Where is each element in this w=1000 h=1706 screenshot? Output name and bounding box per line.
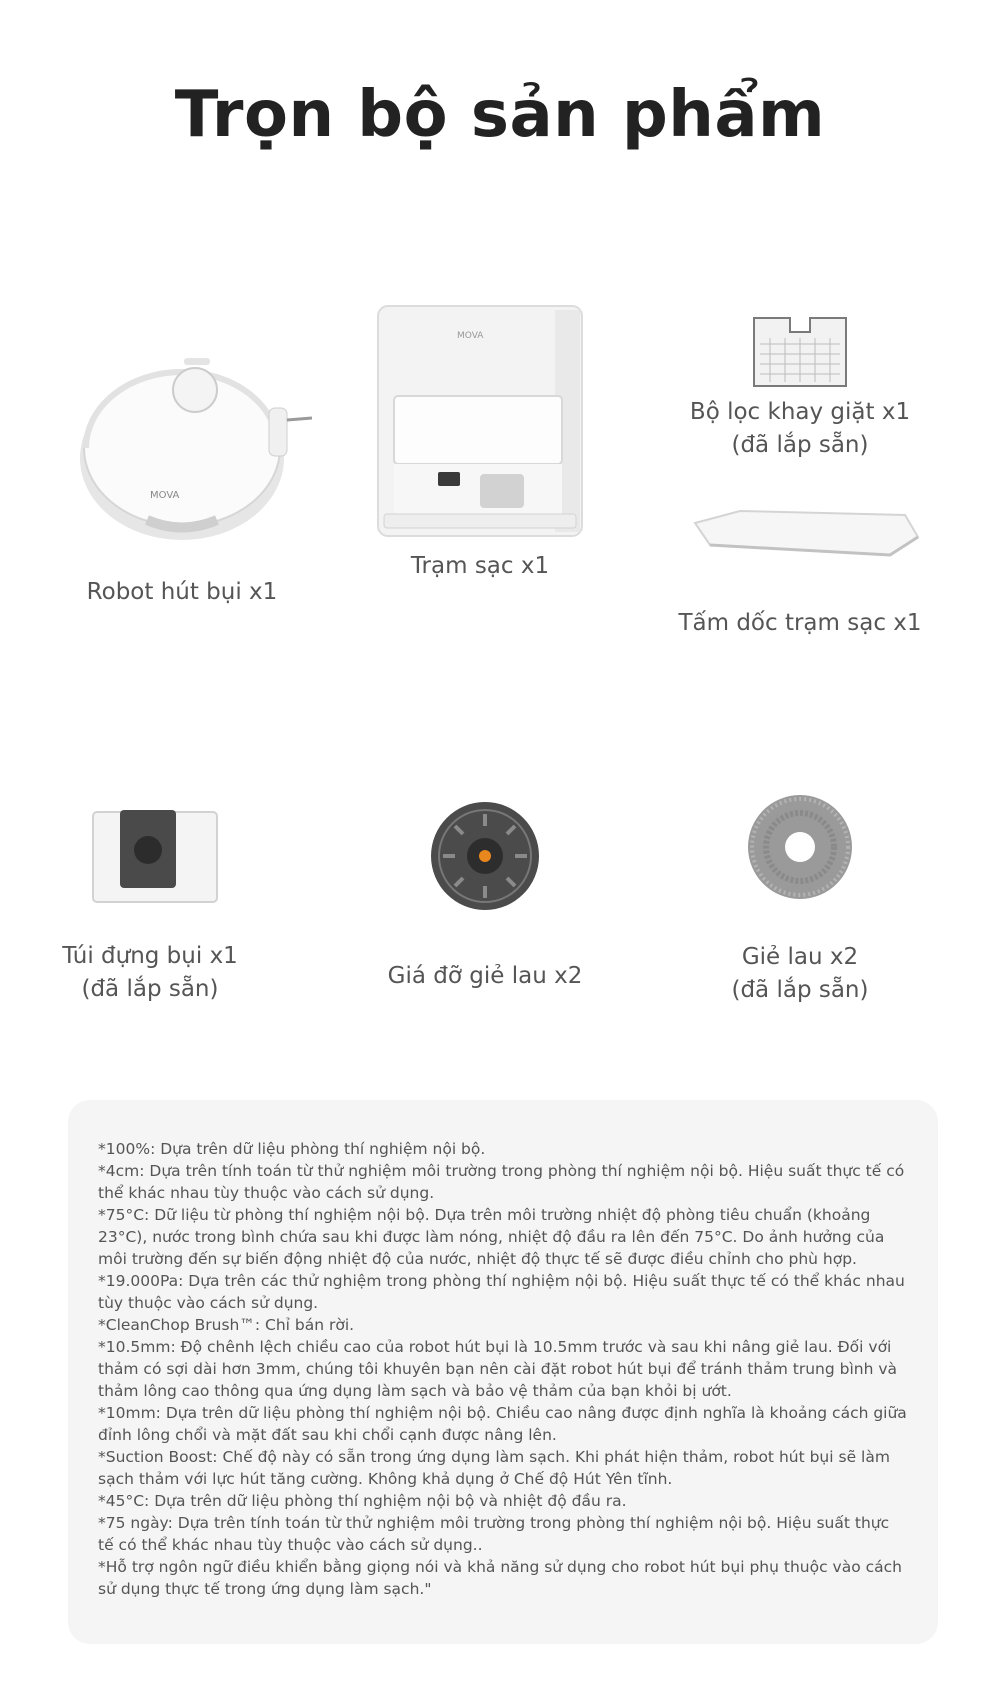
charging-station-icon [330,300,630,540]
footnote: *Hỗ trợ ngôn ngữ điều khiển bằng giọng nói và khả năng sử dụng cho robot hút bụi phụ thuộc vào cách sử dụng thực tế trong ứng dụng làm sạch." [98,1558,902,1598]
product-label: Trạm sạc x1 [410,553,550,579]
footnote: *Suction Boost: Chế độ này có sẵn trong ứng dụng làm sạch. Khi phát hiện thảm, robot hút bụi sẽ làm sạch thảm với lực hút tăng cường. Không khả dụng ở Chế độ Hút Yên tĩnh. [98,1448,890,1488]
wash-tray-filter-icon [650,310,950,390]
product-robot-vacuum [32,330,332,609]
product-station-ramp [650,505,950,640]
footnote: *4cm: Dựa trên tính toán từ thử nghiệm môi trường trong phòng thí nghiệm nội bộ. Hiệu suất thực tế có thể khác nhau tùy thuộc vào cách sử dụng. [98,1162,905,1202]
footnotes-panel [68,1100,938,1644]
robot-vacuum-icon [32,330,332,570]
product-label-sub: (đã lắp sẵn) [81,976,219,1002]
page-title: Trọn bộ sản phẩm [174,78,826,152]
product-label: Tấm dốc trạm sạc x1 [678,610,922,636]
brand-logo: MOVA [150,490,180,501]
footnote: *45°C: Dựa trên dữ liệu phòng thí nghiệm nội bộ và nhiệt độ đầu ra. [98,1492,627,1510]
product-label: Giẻ lau x2 [741,944,859,970]
product-label: Giá đỡ giẻ lau x2 [387,963,583,989]
product-mop-pad [650,793,950,1007]
mop-holder-icon [335,800,635,912]
product-label: Robot hút bụi x1 [86,579,278,605]
footnote: *75 ngày: Dựa trên tính toán từ thử nghiệm môi trường trong phòng thí nghiệm nội bộ. Hiệu suất thực tế có thể khác nhau tùy thuộc vào cách sử dụng.. [98,1514,890,1554]
footnote: *CleanChop Brush™: Chỉ bán rời. [98,1316,355,1334]
product-label: Bộ lọc khay giặt x1 [689,399,911,425]
dust-bag-icon [0,808,300,904]
product-dust-bag [0,808,300,1006]
product-mop-holder [335,800,635,993]
product-label-sub: (đã lắp sẵn) [731,432,869,458]
brand-logo: MOVA [457,331,484,341]
product-label: Túi đựng bụi x1 [62,943,238,969]
footnote: *10.5mm: Độ chênh lệch chiều cao của robot hút bụi là 10.5mm trước và sau khi nâng giẻ lau. Đối với thảm có sợi dài hơn 3mm, chúng tôi khuyên bạn nên cài đặt robot hút bụi để tránh thảm trung bình và thảm lông cao thông qua ứng dụng làm sạch và bảo vệ thảm của bạn khỏi bị ướt. [98,1338,898,1400]
product-charging-station [330,300,630,583]
product-wash-tray-filter [650,310,950,462]
station-ramp-icon [650,505,950,565]
mop-pad-icon [650,793,950,901]
footnote: *19.000Pa: Dựa trên các thử nghiệm trong phòng thí nghiệm nội bộ. Hiệu suất thực tế có thể khác nhau tùy thuộc vào cách sử dụng. [98,1272,905,1312]
footnote: *100%: Dựa trên dữ liệu phòng thí nghiệm nội bộ. [98,1140,486,1158]
footnote: *10mm: Dựa trên dữ liệu phòng thí nghiệm nội bộ. Chiều cao nâng được định nghĩa là khoảng cách giữa đỉnh lông chổi và mặt đất sau khi chổi cạnh được nâng lên. [98,1404,907,1444]
footnote: *75°C: Dữ liệu từ phòng thí nghiệm nội bộ. Dựa trên môi trường nhiệt độ phòng tiêu chuẩn (khoảng 23°C), nước trong bình chứa sau khi được làm nóng, nhiệt độ đầu ra lên đến 75°C. Do ảnh hưởng của môi trường đến sự biến động nhiệt độ của nước, nhiệt độ thực tế sẽ được điều chỉnh cho phù hợp. [98,1206,885,1268]
product-label-sub: (đã lắp sẵn) [731,977,869,1003]
